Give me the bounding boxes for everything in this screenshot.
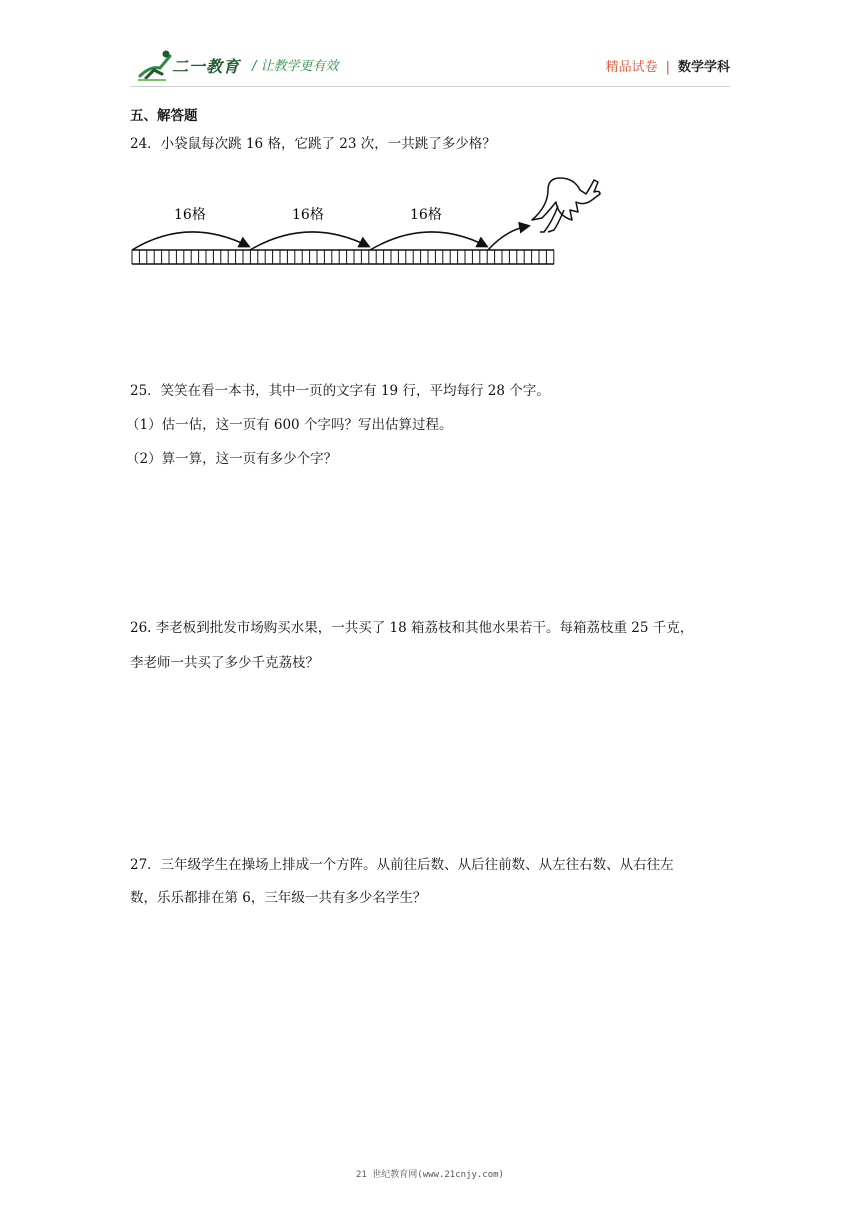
number-line — [132, 250, 554, 264]
question-25-part-2: （2）算一算，这一页有多少个字？ — [126, 451, 338, 467]
slogan: / 让教学更有效 — [252, 59, 339, 74]
jump-label-1: 16格 — [174, 207, 206, 223]
kangaroo-icon — [532, 178, 600, 232]
question-25-part-1: （1）估一估，这一页有 600 个字吗？写出估算过程。 — [126, 417, 453, 433]
question-25: 25．笑笑在看一本书，其中一页的文字有 19 行，平均每行 28 个字。 — [130, 383, 550, 399]
logo-text: 二一教育 — [172, 57, 241, 76]
jump-label-3: 16格 — [410, 207, 442, 223]
tag-premium: 精品试卷 — [605, 60, 658, 75]
jump-arc-1 — [132, 232, 248, 250]
header-tags — [606, 56, 730, 75]
header-divider — [130, 86, 730, 87]
jump-label-2: 16格 — [292, 207, 324, 223]
jump-arc-2 — [250, 232, 368, 250]
question-27-line-1: 27．三年级学生在操场上排成一个方阵。从前往后数、从后往前数、从左往右数、从右往左 — [130, 857, 674, 873]
tag-separator: | — [665, 60, 670, 75]
jump-arc-4 — [488, 226, 528, 250]
question-26-line-1: 26. 李老板到批发市场购买水果，一共买了 18 箱荔枝和其他水果若干。每箱荔枝重 25 千克， — [130, 620, 694, 636]
page-header — [130, 44, 730, 84]
page-footer: 21 世纪教育网(www.21cnjy.com) — [356, 1170, 504, 1180]
jump-arc-3 — [370, 232, 486, 250]
kangaroo-jump-figure — [128, 166, 604, 272]
question-27-line-2: 数，乐乐都排在第 6，三年级一共有多少名学生？ — [130, 890, 427, 906]
question-24: 24．小袋鼠每次跳 16 格，它跳了 23 次，一共跳了多少格？ — [130, 136, 496, 152]
question-26-line-2: 李老师一共买了多少千克荔枝？ — [130, 655, 319, 671]
section-title: 五、解答题 — [130, 108, 198, 124]
tag-subject: 数学学科 — [677, 60, 730, 75]
